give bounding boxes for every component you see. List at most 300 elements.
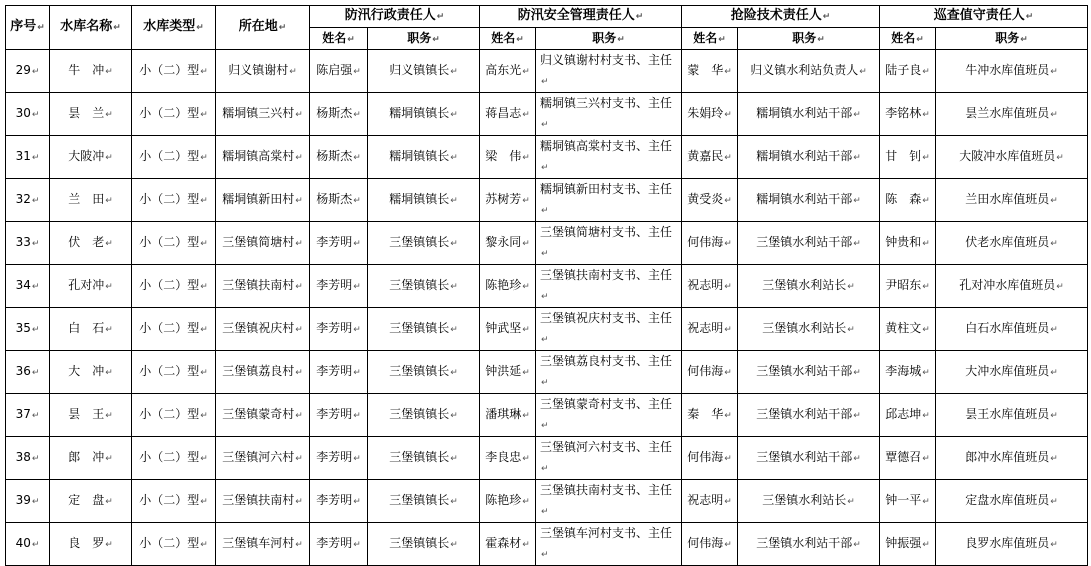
cell-tech-name [682, 136, 738, 179]
document-page [5, 5, 1088, 566]
cell-safety-name-text: 钟武坚 [485, 321, 522, 335]
cell-seq [6, 308, 50, 351]
paragraph-mark: ↵ [847, 282, 855, 292]
cell-admin-name [310, 437, 368, 480]
paragraph-mark: ↵ [922, 325, 930, 335]
cell-reservoir-name-text: 兰 田 [68, 192, 105, 206]
table-row [6, 93, 1088, 136]
cell-reservoir-type-text: 小（二）型 [139, 364, 200, 378]
cell-reservoir-type-text: 小（二）型 [139, 192, 200, 206]
col-header-rescue-tech: 抢险技术责任人↵ [682, 6, 880, 28]
cell-admin-name-text: 杨斯杰 [316, 192, 353, 206]
paragraph-mark: ↵ [541, 421, 549, 431]
cell-reservoir-name [50, 394, 132, 437]
cell-tech-position [738, 480, 880, 523]
paragraph-mark: ↵ [353, 325, 361, 335]
cell-safety-name [480, 351, 536, 394]
cell-safety-name-text: 霍森材 [485, 536, 522, 550]
table-row [6, 480, 1088, 523]
cell-location [216, 93, 310, 136]
cell-patrol-name [880, 136, 936, 179]
cell-admin-position-text: 三堡镇镇长 [389, 278, 450, 292]
cell-reservoir-name-text: 定 盘 [68, 493, 105, 507]
cell-location [216, 222, 310, 265]
paragraph-mark: ↵ [724, 325, 732, 335]
col-header-type: 水库类型↵ [132, 6, 216, 50]
cell-tech-position-text: 糯垌镇水利站干部 [756, 192, 853, 206]
paragraph-mark: ↵ [353, 411, 361, 421]
sub-header-position: 职务↵ [738, 28, 880, 50]
cell-patrol-name-text: 尹昭东 [885, 278, 922, 292]
paragraph-mark: ↵ [724, 368, 732, 378]
cell-safety-position-text: 三堡镇简塘村支书、主任 [540, 225, 673, 239]
paragraph-mark: ↵ [295, 540, 303, 550]
paragraph-mark: ↵ [31, 153, 40, 163]
cell-tech-position-text: 糯垌镇水利站干部 [756, 106, 853, 120]
cell-reservoir-name-text: 白 石 [68, 321, 105, 335]
cell-tech-name [682, 265, 738, 308]
cell-tech-name-text: 何伟海 [687, 536, 724, 550]
cell-safety-position-text: 三堡镇扶南村支书、主任 [540, 483, 673, 497]
cell-patrol-position-text: 白石水库值班员 [965, 321, 1050, 335]
cell-tech-position-text: 三堡镇水利站干部 [756, 235, 853, 249]
paragraph-mark: ↵ [522, 110, 530, 120]
cell-safety-name-text: 苏树芳 [485, 192, 522, 206]
paragraph-mark: ↵ [105, 239, 113, 249]
paragraph-mark: ↵ [353, 454, 361, 464]
cell-tech-position-text: 三堡镇水利站干部 [756, 364, 853, 378]
cell-patrol-name [880, 222, 936, 265]
cell-tech-name-text: 秦 华 [687, 407, 724, 421]
paragraph-mark: ↵ [31, 110, 40, 120]
cell-admin-position [368, 437, 480, 480]
cell-seq [6, 351, 50, 394]
cell-reservoir-name [50, 93, 132, 136]
cell-seq [6, 523, 50, 566]
cell-patrol-name-text: 陈 森 [885, 192, 922, 206]
cell-safety-name [480, 308, 536, 351]
cell-patrol-position [936, 480, 1088, 523]
paragraph-mark: ↵ [522, 540, 530, 550]
cell-patrol-name [880, 523, 936, 566]
paragraph-mark: ↵ [522, 282, 530, 292]
paragraph-mark: ↵ [724, 239, 732, 249]
cell-tech-position-text: 糯垌镇水利站干部 [756, 149, 853, 163]
cell-patrol-name [880, 50, 936, 93]
cell-safety-position [536, 437, 682, 480]
paragraph-mark: ↵ [541, 550, 549, 560]
cell-admin-name [310, 308, 368, 351]
cell-location-text: 三堡镇蒙奇村 [222, 407, 295, 421]
cell-seq-text: 33 [15, 235, 31, 249]
cell-admin-name [310, 93, 368, 136]
paragraph-mark: ↵ [353, 282, 361, 292]
cell-safety-name [480, 50, 536, 93]
cell-location-text: 三堡镇简塘村 [222, 235, 295, 249]
paragraph-mark: ↵ [295, 282, 303, 292]
cell-reservoir-name-text: 大 冲 [68, 364, 105, 378]
paragraph-mark: ↵ [922, 110, 930, 120]
paragraph-mark: ↵ [1056, 282, 1064, 292]
cell-admin-position-text: 三堡镇镇长 [389, 450, 450, 464]
cell-admin-position-text: 三堡镇镇长 [389, 364, 450, 378]
cell-location-text: 归义镇谢村 [228, 63, 289, 77]
paragraph-mark: ↵ [31, 497, 40, 507]
cell-patrol-position-text: 大冲水库值班员 [965, 364, 1050, 378]
cell-admin-name [310, 136, 368, 179]
cell-reservoir-type-text: 小（二）型 [139, 235, 200, 249]
cell-tech-name-text: 何伟海 [687, 450, 724, 464]
cell-location-text: 三堡镇荔良村 [222, 364, 295, 378]
cell-admin-position-text: 三堡镇镇长 [389, 536, 450, 550]
paragraph-mark: ↵ [541, 378, 549, 388]
paragraph-mark: ↵ [31, 239, 40, 249]
cell-tech-name [682, 523, 738, 566]
cell-reservoir-type [132, 136, 216, 179]
cell-patrol-name-text: 甘 钊 [885, 149, 922, 163]
paragraph-mark: ↵ [105, 110, 113, 120]
cell-location [216, 437, 310, 480]
col-header-flood-admin: 防汛行政责任人↵ [310, 6, 480, 28]
cell-tech-name [682, 179, 738, 222]
paragraph-mark: ↵ [31, 454, 40, 464]
cell-patrol-position [936, 222, 1088, 265]
cell-safety-name [480, 265, 536, 308]
cell-reservoir-type [132, 437, 216, 480]
paragraph-mark: ↵ [522, 497, 530, 507]
col-header-seq: 序号↵ [6, 6, 50, 50]
paragraph-mark: ↵ [200, 153, 208, 163]
cell-tech-position-text: 三堡镇水利站干部 [756, 450, 853, 464]
paragraph-mark: ↵ [1050, 497, 1058, 507]
cell-safety-position [536, 351, 682, 394]
cell-safety-position-text: 三堡镇蒙奇村支书、主任 [540, 397, 673, 411]
cell-admin-position [368, 222, 480, 265]
cell-patrol-name-text: 钟一平 [885, 493, 922, 507]
paragraph-mark: ↵ [450, 411, 458, 421]
table-body [6, 50, 1088, 566]
cell-safety-position-text: 三堡镇车河村支书、主任 [540, 526, 673, 540]
paragraph-mark: ↵ [450, 497, 458, 507]
paragraph-mark: ↵ [200, 325, 208, 335]
cell-admin-position-text: 三堡镇镇长 [389, 235, 450, 249]
cell-location [216, 523, 310, 566]
cell-location-text: 三堡镇扶南村 [222, 493, 295, 507]
cell-seq-text: 31 [15, 149, 31, 163]
cell-patrol-position [936, 394, 1088, 437]
paragraph-mark: ↵ [541, 120, 549, 130]
cell-reservoir-name [50, 523, 132, 566]
cell-seq-text: 37 [15, 407, 31, 421]
table-header-row [6, 6, 1088, 28]
cell-patrol-name-text: 黄柱文 [885, 321, 922, 335]
cell-tech-name [682, 50, 738, 93]
cell-tech-position [738, 437, 880, 480]
cell-reservoir-type [132, 179, 216, 222]
cell-safety-position [536, 179, 682, 222]
cell-safety-name-text: 钟洪延 [485, 364, 522, 378]
cell-reservoir-type [132, 480, 216, 523]
paragraph-mark: ↵ [450, 196, 458, 206]
paragraph-mark: ↵ [31, 325, 40, 335]
cell-safety-name [480, 93, 536, 136]
sub-header-position: 职务↵ [936, 28, 1088, 50]
cell-patrol-position-text: 郎冲水库值班员 [965, 450, 1050, 464]
cell-patrol-position [936, 136, 1088, 179]
paragraph-mark: ↵ [859, 67, 867, 77]
cell-reservoir-type-text: 小（二）型 [139, 278, 200, 292]
cell-patrol-name [880, 265, 936, 308]
cell-patrol-position-text: 定盘水库值班员 [965, 493, 1050, 507]
cell-reservoir-name-text: 牛 冲 [68, 63, 105, 77]
cell-safety-position-text: 三堡镇荔良村支书、主任 [540, 354, 673, 368]
cell-patrol-position-text: 昙王水库值班员 [965, 407, 1050, 421]
cell-tech-position-text: 三堡镇水利站长 [762, 278, 847, 292]
paragraph-mark: ↵ [200, 540, 208, 550]
paragraph-mark: ↵ [724, 454, 732, 464]
cell-patrol-position [936, 437, 1088, 480]
paragraph-mark: ↵ [522, 325, 530, 335]
paragraph-mark: ↵ [200, 497, 208, 507]
paragraph-mark: ↵ [541, 292, 549, 302]
cell-admin-name-text: 杨斯杰 [316, 149, 353, 163]
col-header-location: 所在地↵ [216, 6, 310, 50]
paragraph-mark: ↵ [853, 110, 861, 120]
cell-safety-position [536, 50, 682, 93]
paragraph-mark: ↵ [105, 282, 113, 292]
paragraph-mark: ↵ [522, 411, 530, 421]
table-row [6, 265, 1088, 308]
cell-reservoir-name-text: 昙 王 [68, 407, 105, 421]
cell-location-text: 三堡镇祝庆村 [222, 321, 295, 335]
cell-safety-name-text: 高东光 [485, 63, 522, 77]
cell-admin-name-text: 李芳明 [316, 235, 353, 249]
cell-seq [6, 394, 50, 437]
paragraph-mark: ↵ [450, 368, 458, 378]
cell-admin-name-text: 李芳明 [316, 536, 353, 550]
cell-admin-position [368, 93, 480, 136]
cell-admin-position [368, 523, 480, 566]
paragraph-mark: ↵ [522, 368, 530, 378]
cell-safety-name [480, 394, 536, 437]
cell-safety-name-text: 陈艳珍 [485, 493, 522, 507]
cell-seq [6, 136, 50, 179]
cell-admin-name-text: 李芳明 [316, 321, 353, 335]
cell-location-text: 糯垌镇高棠村 [222, 149, 295, 163]
cell-seq-text: 40 [15, 536, 31, 550]
cell-location [216, 394, 310, 437]
paragraph-mark: ↵ [724, 282, 732, 292]
cell-tech-position [738, 308, 880, 351]
cell-location-text: 三堡镇扶南村 [222, 278, 295, 292]
cell-reservoir-name [50, 50, 132, 93]
paragraph-mark: ↵ [200, 196, 208, 206]
paragraph-mark: ↵ [847, 497, 855, 507]
cell-tech-position-text: 三堡镇水利站长 [762, 321, 847, 335]
cell-patrol-name-text: 邱志坤 [885, 407, 922, 421]
paragraph-mark: ↵ [200, 411, 208, 421]
paragraph-mark: ↵ [522, 196, 530, 206]
paragraph-mark: ↵ [295, 196, 303, 206]
table-row [6, 523, 1088, 566]
cell-reservoir-type [132, 394, 216, 437]
cell-patrol-position-text: 牛冲水库值班员 [965, 63, 1050, 77]
cell-patrol-name-text: 覃德召 [885, 450, 922, 464]
paragraph-mark: ↵ [522, 239, 530, 249]
paragraph-mark: ↵ [1050, 67, 1058, 77]
cell-safety-position-text: 糯垌镇高棠村支书、主任 [540, 139, 673, 153]
cell-safety-position-text: 糯垌镇新田村支书、主任 [540, 182, 673, 196]
cell-location [216, 480, 310, 523]
cell-reservoir-type [132, 523, 216, 566]
cell-admin-position-text: 三堡镇镇长 [389, 493, 450, 507]
cell-tech-name [682, 480, 738, 523]
cell-tech-name-text: 祝志明 [687, 493, 724, 507]
cell-admin-name [310, 179, 368, 222]
paragraph-mark: ↵ [105, 540, 113, 550]
paragraph-mark: ↵ [1050, 110, 1058, 120]
paragraph-mark: ↵ [105, 368, 113, 378]
cell-safety-name-text: 李良忠 [485, 450, 522, 464]
cell-patrol-position-text: 良罗水库值班员 [965, 536, 1050, 550]
paragraph-mark: ↵ [450, 540, 458, 550]
cell-safety-position [536, 394, 682, 437]
paragraph-mark: ↵ [853, 368, 861, 378]
cell-reservoir-type [132, 50, 216, 93]
paragraph-mark: ↵ [200, 282, 208, 292]
cell-patrol-name [880, 179, 936, 222]
cell-tech-position [738, 136, 880, 179]
cell-location [216, 179, 310, 222]
paragraph-mark: ↵ [105, 411, 113, 421]
paragraph-mark: ↵ [450, 454, 458, 464]
paragraph-mark: ↵ [853, 540, 861, 550]
paragraph-mark: ↵ [522, 153, 530, 163]
cell-tech-name-text: 祝志明 [687, 321, 724, 335]
cell-location [216, 136, 310, 179]
table-row [6, 437, 1088, 480]
paragraph-mark: ↵ [450, 282, 458, 292]
cell-admin-name [310, 50, 368, 93]
paragraph-mark: ↵ [1050, 411, 1058, 421]
cell-safety-name-text: 黎永同 [485, 235, 522, 249]
paragraph-mark: ↵ [541, 464, 549, 474]
paragraph-mark: ↵ [541, 507, 549, 517]
cell-seq [6, 480, 50, 523]
cell-seq [6, 179, 50, 222]
cell-reservoir-name-text: 郎 冲 [68, 450, 105, 464]
paragraph-mark: ↵ [1050, 368, 1058, 378]
cell-safety-name [480, 523, 536, 566]
cell-patrol-position [936, 308, 1088, 351]
cell-safety-position-text: 三堡镇扶南村支书、主任 [540, 268, 673, 282]
cell-safety-name [480, 480, 536, 523]
cell-reservoir-name [50, 179, 132, 222]
paragraph-mark: ↵ [724, 196, 732, 206]
sub-header-position: 职务↵ [368, 28, 480, 50]
cell-admin-name [310, 222, 368, 265]
cell-location [216, 308, 310, 351]
paragraph-mark: ↵ [200, 368, 208, 378]
cell-patrol-position [936, 265, 1088, 308]
paragraph-mark: ↵ [724, 540, 732, 550]
cell-reservoir-type-text: 小（二）型 [139, 450, 200, 464]
cell-safety-position [536, 93, 682, 136]
cell-tech-position [738, 179, 880, 222]
cell-patrol-name [880, 308, 936, 351]
paragraph-mark: ↵ [922, 454, 930, 464]
cell-safety-name-text: 蒋昌志 [485, 106, 522, 120]
paragraph-mark: ↵ [541, 77, 549, 87]
cell-tech-position [738, 523, 880, 566]
paragraph-mark: ↵ [1050, 325, 1058, 335]
cell-admin-name-text: 李芳明 [316, 407, 353, 421]
paragraph-mark: ↵ [922, 497, 930, 507]
cell-patrol-position [936, 179, 1088, 222]
paragraph-mark: ↵ [295, 110, 303, 120]
cell-tech-name-text: 黄嘉民 [687, 149, 724, 163]
cell-reservoir-type [132, 351, 216, 394]
cell-safety-name-text: 梁 伟 [485, 149, 522, 163]
paragraph-mark: ↵ [105, 497, 113, 507]
paragraph-mark: ↵ [353, 368, 361, 378]
paragraph-mark: ↵ [541, 249, 549, 259]
cell-admin-position-text: 糯垌镇镇长 [389, 192, 450, 206]
cell-safety-name [480, 437, 536, 480]
sub-header-name: 姓名↵ [682, 28, 738, 50]
table-row [6, 351, 1088, 394]
paragraph-mark: ↵ [353, 196, 361, 206]
cell-patrol-name-text: 钟振强 [885, 536, 922, 550]
cell-admin-position-text: 糯垌镇镇长 [389, 149, 450, 163]
cell-patrol-name [880, 93, 936, 136]
cell-tech-name [682, 93, 738, 136]
cell-patrol-position [936, 523, 1088, 566]
cell-reservoir-type-text: 小（二）型 [139, 407, 200, 421]
paragraph-mark: ↵ [541, 206, 549, 216]
cell-admin-name [310, 351, 368, 394]
sub-header-position: 职务↵ [536, 28, 682, 50]
cell-reservoir-name-text: 孔对冲 [68, 278, 105, 292]
paragraph-mark: ↵ [922, 368, 930, 378]
cell-admin-position-text: 归义镇镇长 [389, 63, 450, 77]
cell-seq [6, 50, 50, 93]
paragraph-mark: ↵ [31, 282, 40, 292]
paragraph-mark: ↵ [853, 411, 861, 421]
paragraph-mark: ↵ [289, 67, 297, 77]
paragraph-mark: ↵ [31, 411, 40, 421]
paragraph-mark: ↵ [724, 110, 732, 120]
paragraph-mark: ↵ [450, 110, 458, 120]
cell-reservoir-name [50, 265, 132, 308]
cell-tech-position-text: 三堡镇水利站长 [762, 493, 847, 507]
table-row [6, 136, 1088, 179]
paragraph-mark: ↵ [295, 239, 303, 249]
cell-patrol-position-text: 昙兰水库值班员 [965, 106, 1050, 120]
cell-admin-name-text: 李芳明 [316, 493, 353, 507]
cell-location-text: 三堡镇河六村 [222, 450, 295, 464]
cell-reservoir-name-text: 良 罗 [68, 536, 105, 550]
cell-safety-position [536, 523, 682, 566]
paragraph-mark: ↵ [105, 153, 113, 163]
paragraph-mark: ↵ [724, 411, 732, 421]
cell-location [216, 351, 310, 394]
cell-admin-position [368, 50, 480, 93]
paragraph-mark: ↵ [541, 335, 549, 345]
cell-patrol-position-text: 兰田水库值班员 [965, 192, 1050, 206]
paragraph-mark: ↵ [522, 67, 530, 77]
cell-safety-position [536, 265, 682, 308]
